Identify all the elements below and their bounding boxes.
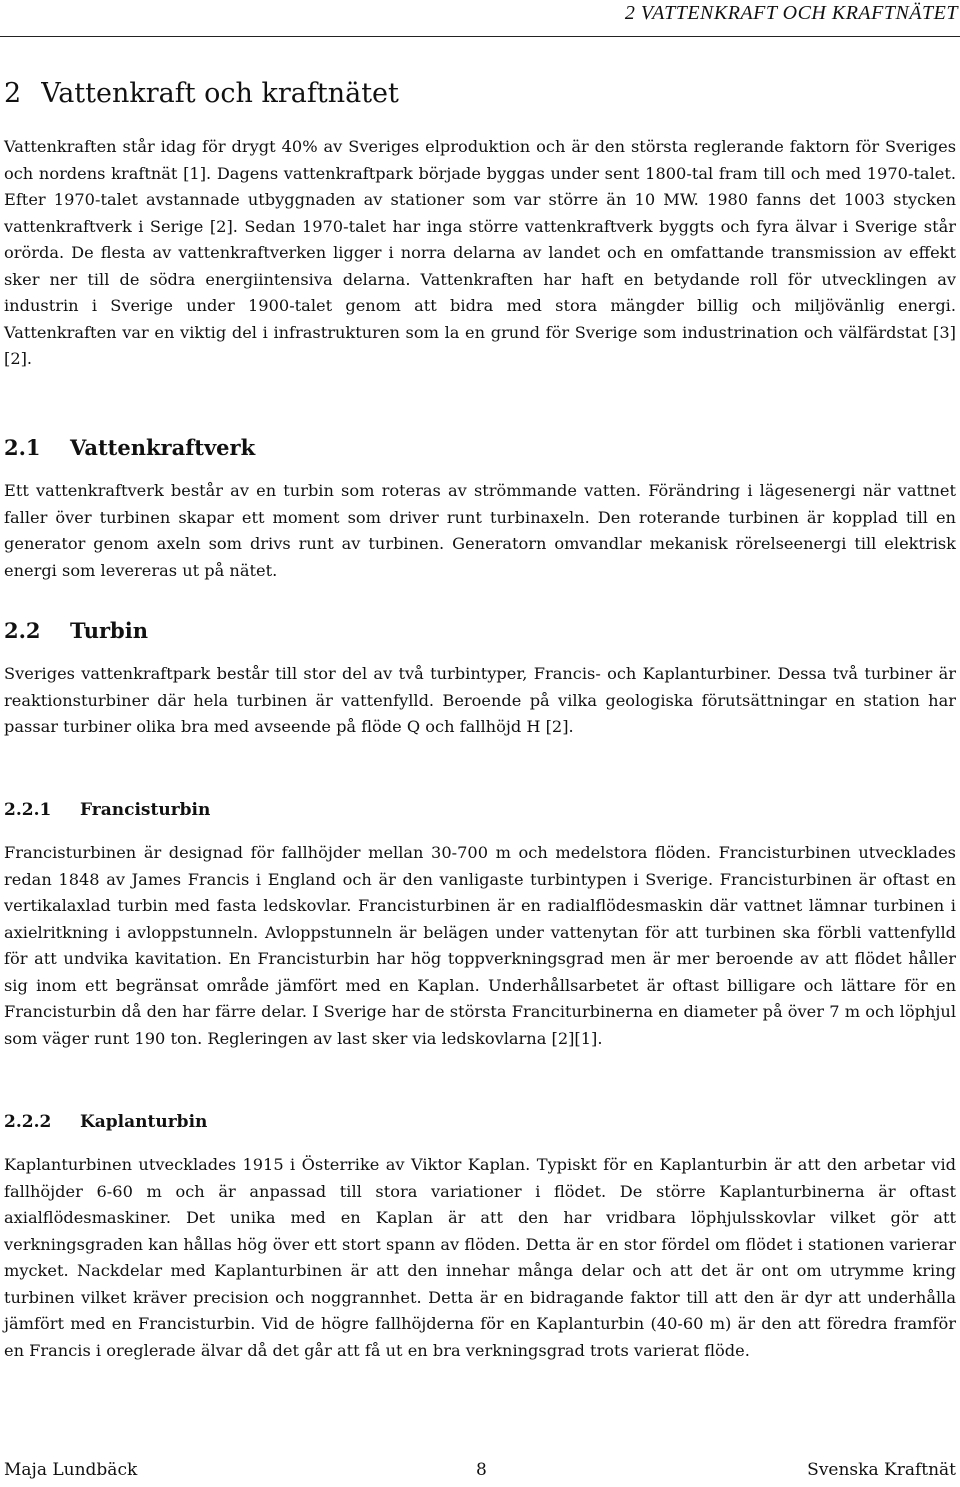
subsection-number: 2.2 — [4, 618, 41, 643]
section-title-text: Vattenkraft och kraftnätet — [41, 78, 399, 109]
subsection-title-turbin — [4, 618, 148, 643]
subsubsection-title-text: Kaplanturbin — [80, 1112, 208, 1132]
subsection-title-vattenkraftverk — [4, 435, 255, 460]
subsubsection-number: 2.2.2 — [4, 1112, 52, 1132]
page-footer — [4, 1460, 956, 1486]
subsubsection-title-francisturbin — [4, 800, 210, 820]
subsubsection-title-kaplanturbin — [4, 1112, 207, 1132]
header-rule — [0, 36, 960, 37]
turbin-paragraph: Sveriges vattenkraftpark består till stor del av två turbintyper, Francis- och Kaplanturbiner. Dessa två turbiner är reaktionsturbiner där hela turbinen är vattenfylld. Beroende på vilka geologiska förutsättningar en station har passar turbiner olika bra med avseende på flöde Q och fallhöjd H [2]. — [4, 664, 956, 736]
section-number: 2 — [4, 78, 22, 109]
section-title — [4, 78, 399, 109]
footer-author: Maja Lundbäck — [4, 1460, 138, 1480]
subsection-title-text: Turbin — [70, 618, 148, 643]
francisturbin-paragraph: Francisturbinen är designad för fallhöjder mellan 30-700 m och medelstora flöden. Francisturbinen utvecklades redan 1848 av James Francis i England och är den vanligaste turbintypen i Sverige. Francisturbinen är oftast en vertikalaxlad turbin med fasta ledskovlar. Francisturbinen är en radialflödesmaskin där vattnet lämnar turbinen i axielritkning i avloppstunneln. Avloppstunneln är belägen under vattenytan för att turbinen ska förbli vattenfylld för att undvika kavitation. En Francisturbin har hög toppverkningsgrad men är mer beroende av att flödet håller sig inom ett begränsat område jämfört med en Kaplan. Underhållsarbetet är oftast billigare och lättare för en Francisturbin då den har färre delar. I Sverige har de största Franciturbinerna en diameter på över 7 m och löphjul som väger runt 190 ton. Regleringen av last sker via ledskovlarna [2][1]. — [4, 843, 956, 1048]
running-header: 2 VATTENKRAFT OCH KRAFTNÄTET — [624, 2, 958, 24]
subsubsection-title-text: Francisturbin — [80, 800, 211, 820]
section-intro-paragraph: Vattenkraften står idag för drygt 40% av Sveriges elproduktion och är den största reglerande faktorn för Sveriges och nordens kraftnät [1]. Dagens vattenkraftpark började byggas under sent 1800-tal fram till och med 1970-talet. Efter 1970-talet avstannade utbyggnaden av stationer som var större än 10 MW. 1980 fanns det 1003 stycken vattenkraftverk i Serige [2]. Sedan 1970-talet har inga större vattenkraftverk byggts och fyra älvar i Sverige står orörda. De flesta av vattenkraftverken ligger i norra delarna av landet och en omfattande transmission av effekt sker ner till de södra energiintensiva delarna. Vattenkraften har haft en betydande roll för utvecklingen av industrin i Sverige under 1900-talet genom att bidra med stora mängder billig och miljövänlig energi. Vattenkraften var en viktig del i infrastrukturen som la en grund för Sverige som industrination och välfärdstat [3] [2]. — [4, 137, 956, 368]
footer-organization: Svenska Kraftnät — [807, 1460, 956, 1480]
vattenkraftverk-paragraph: Ett vattenkraftverk består av en turbin som roteras av strömmande vatten. Förändring i lägesenergi när vattnet faller över turbinen skapar ett moment som driver runt turbinaxeln. Den roterande turbinen är kopplad till en generator genom axeln som drivs runt av turbinen. Generatorn omvandlar mekanisk rörelseenergi till elektrisk energi som levereras ut på nätet. — [4, 481, 956, 580]
subsubsection-number: 2.2.1 — [4, 800, 52, 820]
footer-page-number: 8 — [476, 1460, 487, 1480]
kaplanturbin-paragraph: Kaplanturbinen utvecklades 1915 i Österrike av Viktor Kaplan. Typiskt för en Kaplanturbin är att den arbetar vid fallhöjder 6-60 m och är anpassad till stora variationer i flödet. De större Kaplanturbinerna är oftast axialflödesmaskiner. Det unika med en Kaplan är att den har vridbara löphjulsskovlar vilket gör att verkningsgraden kan hållas hög över ett stort spann av flöden. Detta är en stor fördel om flödet i stationen varierar mycket. Nackdelar med Kaplanturbinen är att den innehar många delar och att det är ont om utrymme kring turbinen vilket kräver precision och noggrannhet. Detta är en bidragande faktor till att den är dyr att underhålla jämfört med en Francisturbin. Vid de högre fallhöjderna för en Kaplanturbin (40-60 m) är den att föredra framför en Francis i oreglerade älvar då det går att få ut en bra verkningsgrad trots varierat flöde. — [4, 1155, 956, 1360]
subsection-number: 2.1 — [4, 435, 41, 460]
subsection-title-text: Vattenkraftverk — [70, 435, 256, 460]
